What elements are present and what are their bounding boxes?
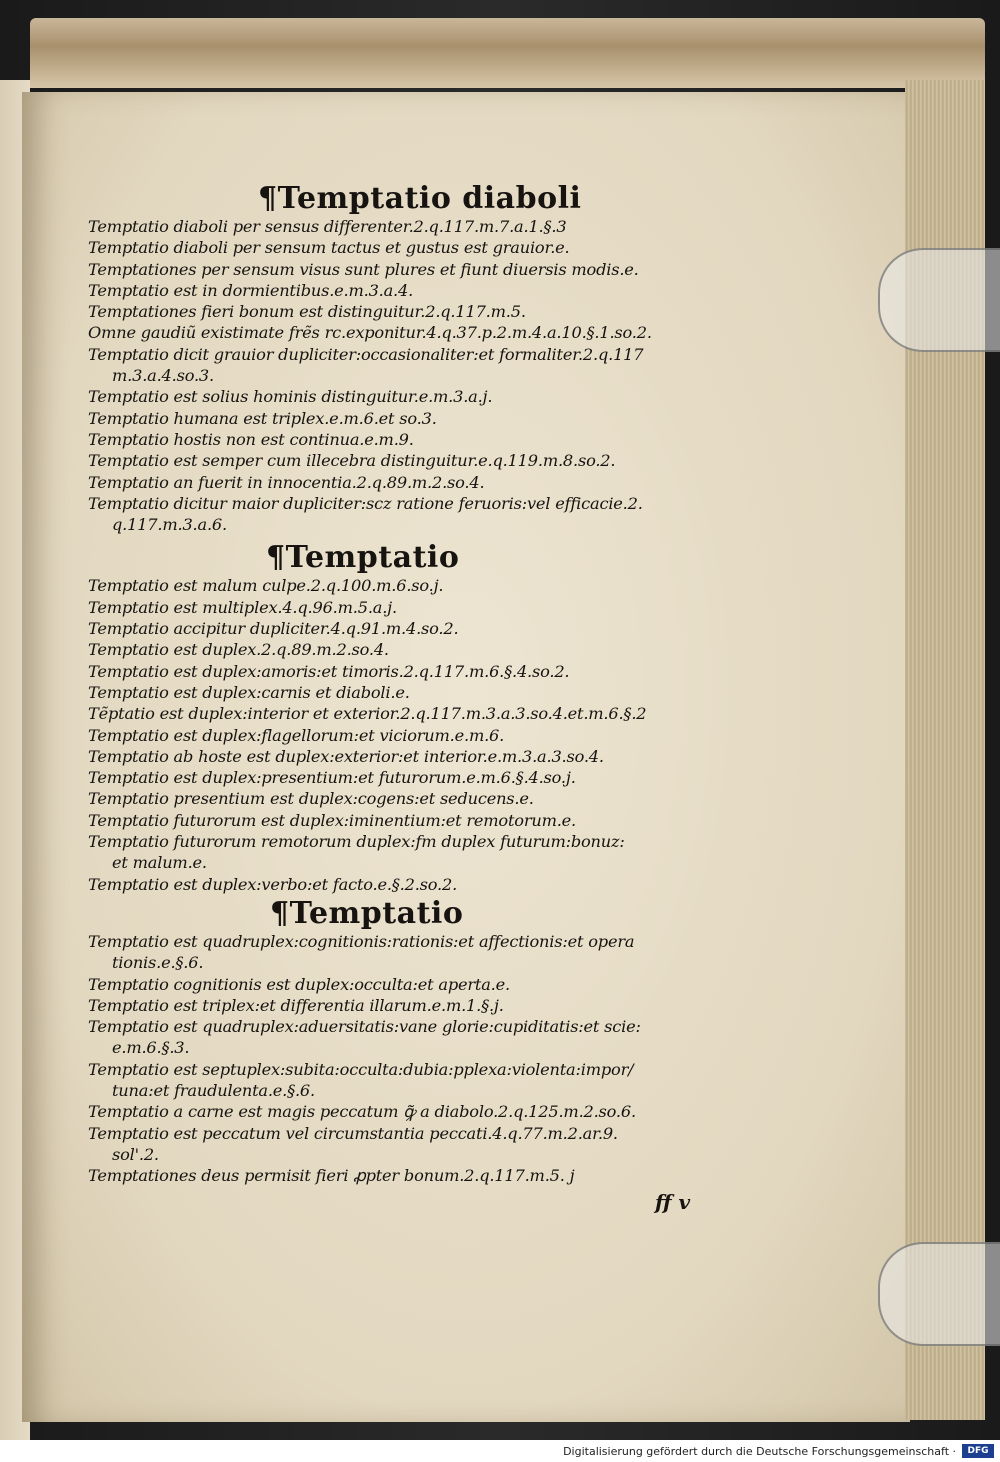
footer xyxy=(0,1440,1000,1462)
book-top-edge xyxy=(30,18,985,88)
dfg-logo: DFG xyxy=(962,1444,994,1458)
text-line: m.3.a.4.so.3. xyxy=(112,366,214,386)
section xyxy=(88,897,748,1187)
text-line: Temptationes fieri bonum est distinguitur.2.q.117.m.5. xyxy=(88,302,526,322)
text-line: Temptatio est duplex:carnis et diaboli.e. xyxy=(88,682,410,702)
section-lines xyxy=(88,575,748,894)
page-clip-top xyxy=(878,248,1000,352)
text-line: Temptationes deus permisit fieri ꝓpter bonum.2.q.117.m.5. j xyxy=(88,1166,575,1186)
text-line: Temptatio diaboli per sensum tactus et gustus est grauior.e. xyxy=(88,238,570,258)
text-line: Temptatio an fuerit in innocentia.2.q.89.m.2.so.4. xyxy=(88,472,485,492)
text-line: Temptatio est quadruplex:cognitionis:rationis:et affectionis:et opera xyxy=(88,931,635,951)
section-heading: ¶Temptatio diaboli xyxy=(258,181,582,216)
signature-mark: ff v xyxy=(655,1190,691,1214)
text-line: Temptatio est triplex:et differentia illarum.e.m.1.§.j. xyxy=(88,995,504,1015)
text-line: Temptatio futurorum est duplex:iminentium:et remotorum.e. xyxy=(88,810,577,830)
page-text xyxy=(88,182,748,1186)
text-line: Temptatio est quadruplex:aduersitatis:vane glorie:cupiditatis:et scie: xyxy=(88,1017,641,1037)
text-line: Temptatio accipitur dupliciter.4.q.91.m.4.so.2. xyxy=(88,619,459,639)
funding-note: Digitalisierung gefördert durch die Deutsche Forschungsgemeinschaft · xyxy=(563,1445,956,1458)
text-line: Temptationes per sensum visus sunt plures et fiunt diuersis modis.e. xyxy=(88,259,639,279)
text-line: Temptatio est duplex:flagellorum:et viciorum.e.m.6. xyxy=(88,725,505,745)
text-line: Temptatio est multiplex.4.q.96.m.5.a.j. xyxy=(88,597,397,617)
text-line: Temptatio est semper cum illecebra distinguitur.e.q.119.m.8.so.2. xyxy=(88,451,616,471)
text-line: Omne gaudiũ existimate frẽs rc.exponitur.4.q.37.p.2.m.4.a.10.§.1.so.2. xyxy=(88,323,652,343)
section-lines xyxy=(88,931,748,1187)
section xyxy=(88,541,748,894)
text-line: Temptatio dicit grauior dupliciter:occasionaliter:et formaliter.2.q.117 xyxy=(88,344,644,364)
text-line: Tẽptatio est duplex:interior et exterior.2.q.117.m.3.a.3.so.4.et.m.6.§.2 xyxy=(88,704,647,724)
text-line: Temptatio est peccatum vel circumstantia peccati.4.q.77.m.2.ar.9. xyxy=(88,1123,618,1143)
text-line: tionis.e.§.6. xyxy=(112,953,204,973)
text-line: tuna:et fraudulenta.e.§.6. xyxy=(112,1080,315,1100)
text-line: Temptatio ab hoste est duplex:exterior:et interior.e.m.3.a.3.so.4. xyxy=(88,746,604,766)
text-line: Temptatio a carne est magis peccatum ꝙ̃ a diabolo.2.q.125.m.2.so.6. xyxy=(88,1102,636,1122)
text-line: Temptatio est septuplex:subita:occulta:dubia:pplexa:violenta:impor/ xyxy=(88,1059,634,1079)
text-line: Temptatio dicitur maior dupliciter:scz ratione feruoris:vel efficacie.2. xyxy=(88,493,643,513)
text-line: Temptatio est malum culpe.2.q.100.m.6.so.j. xyxy=(88,576,444,596)
text-line: Temptatio est duplex.2.q.89.m.2.so.4. xyxy=(88,640,389,660)
text-line: Temptatio est solius hominis distinguitur.e.m.3.a.j. xyxy=(88,387,493,407)
section-heading: ¶Temptatio xyxy=(270,895,464,931)
text-line: et malum.e. xyxy=(112,853,207,873)
text-line: Temptatio est duplex:presentium:et futurorum.e.m.6.§.4.so.j. xyxy=(88,768,576,788)
text-line: Temptatio diaboli per sensus differenter.2.q.117.m.7.a.1.§.3 xyxy=(88,217,567,236)
section-heading: ¶Temptatio xyxy=(266,540,460,576)
text-line: Temptatio cognitionis est duplex:occulta:et aperta.e. xyxy=(88,974,510,994)
text-line: Temptatio hostis non est continua.e.m.9. xyxy=(88,429,414,449)
text-line: q.117.m.3.a.6. xyxy=(112,515,227,535)
text-line: Temptatio est duplex:amoris:et timoris.2.q.117.m.6.§.4.so.2. xyxy=(88,661,570,681)
text-line: Temptatio humana est triplex.e.m.6.et so.3. xyxy=(88,408,437,428)
text-line: sol'.2. xyxy=(112,1144,159,1164)
text-line: e.m.6.§.3. xyxy=(112,1038,190,1058)
text-line: Temptatio est duplex:verbo:et facto.e.§.2.so.2. xyxy=(88,874,458,894)
section-lines xyxy=(88,216,748,535)
page-clip-bottom xyxy=(878,1242,1000,1346)
text-line: Temptatio presentium est duplex:cogens:et seducens.e. xyxy=(88,789,534,809)
text-line: Temptatio futurorum remotorum duplex:fm duplex futurum:bonuz: xyxy=(88,832,625,852)
text-line: Temptatio est in dormientibus.e.m.3.a.4. xyxy=(88,280,414,300)
section xyxy=(88,182,748,535)
